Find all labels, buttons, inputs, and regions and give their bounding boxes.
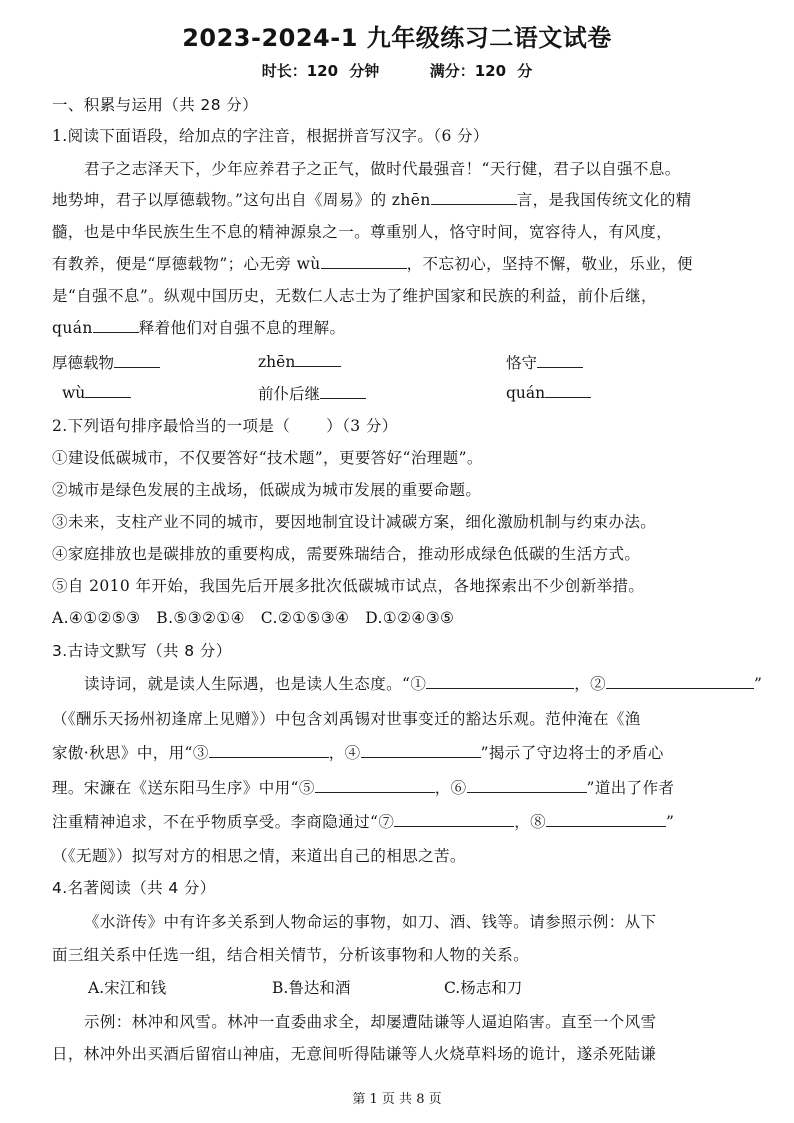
answer-blank[interactable] [546, 811, 666, 827]
q1-para-line: 有教养，便是“厚德载物”；心无旁 wù ，不忘初心，坚持不懈，敬业，乐业，便 [52, 255, 693, 273]
section-heading: 一、积累与运用（共 28 分） [52, 96, 259, 114]
answer-blank[interactable] [315, 777, 435, 793]
q4-line: 《水浒传》中有许多关系到人物命运的事物，如刀、酒、钱等。请参照示例：从下 [84, 913, 657, 931]
q3-line: （《酬乐天扬州初逢席上见赠》）中包含刘禹锡对世事变迁的豁达乐观。范仲淹在《渔 [52, 710, 641, 728]
q2-item: ③未来，支柱产业不同的城市，要因地制宜设计减碳方案，细化激励机制与约束办法。 [52, 513, 657, 531]
q4-example: 示例：林冲和风雪。林冲一直委曲求全，却屡遭陆谦等人逼迫陷害。直至一个风雪 [84, 1013, 657, 1031]
answer-blank[interactable] [537, 352, 583, 368]
q2-options: A.④①②⑤③ B.⑤③②①④ C.②①⑤③④ D.①②④③⑤ [52, 609, 455, 627]
answer-item: 厚德载物 [52, 351, 160, 373]
answer-blank[interactable] [545, 382, 591, 398]
answer-item: zhēn [258, 351, 341, 371]
answer-blank[interactable] [295, 351, 341, 367]
duration-text: 时长：120 分钟 [261, 62, 380, 80]
exam-meta [0, 60, 794, 81]
exam-title: 2023-2024-1 九年级练习二语文试卷 [182, 24, 612, 52]
page-number: 第 1 页 共 8 页 [352, 1092, 442, 1107]
answer-blank[interactable] [467, 777, 587, 793]
answer-blank[interactable] [93, 317, 139, 333]
q4-choice: C.杨志和刀 [444, 979, 523, 997]
answer-blank[interactable] [320, 383, 366, 399]
q1-para-line: quán 释着他们对自强不息的理解。 [52, 319, 346, 337]
answer-blank[interactable] [114, 352, 160, 368]
q3-line: 理。宋濂在《送东阳马生序》中用“⑤ ，⑥ ”道出了作者 [52, 779, 675, 797]
answer-item: 前仆后继 [258, 382, 366, 404]
score-text: 满分：120 分 [429, 62, 533, 80]
q2-item: ②城市是绿色发展的主战场，低碳成为城市发展的重要命题。 [52, 481, 482, 499]
q3-line: 读诗词，就是读人生际遇，也是读人生态度。“① ，② ” [84, 675, 763, 693]
q4-example: 日，林冲外出买酒后留宿山神庙，无意间听得陆谦等人火烧草料场的诡计，遂杀死陆谦 [52, 1045, 657, 1063]
q4-prompt: 4.名著阅读（共 4 分） [52, 879, 216, 897]
answer-item: quán [506, 382, 591, 402]
answer-blank[interactable] [361, 742, 481, 758]
q2-item: ①建设低碳城市，不仅要答好“技术题”，更要答好“治理题”。 [52, 449, 483, 467]
q2-item: ⑤自 2010 年开始，我国先后开展多批次低碳城市试点，各地探索出不少创新举措。 [52, 577, 645, 595]
q1-para-line: 地势坤，君子以厚德载物。”这句出自《周易》的 zhēn 言，是我国传统文化的精 [52, 191, 692, 209]
q1-para-line: 君子之志泽天下，少年应养君子之正气，做时代最强音！“天行健，君子以自强不息。 [84, 160, 681, 178]
q1-para-line: 是“自强不息”。纵观中国历史，无数仁人志士为了维护国家和民族的利益，前仆后继， [52, 287, 657, 305]
answer-blank[interactable] [85, 382, 131, 398]
q1-prompt: 1.阅读下面语段，给加点的字注音，根据拼音写汉字。（6 分） [52, 127, 489, 145]
answer-item: 恪守 [506, 351, 583, 373]
answer-item: wù [62, 382, 131, 402]
q3-prompt: 3.古诗文默写（共 8 分） [52, 642, 232, 660]
q2-prompt: 2.下列语句排序最恰当的一项是（ ）（3 分） [52, 417, 398, 435]
q4-choice: A.宋江和钱 [88, 979, 167, 997]
q3-line: 家傲·秋思》中，用“③ ，④ ”揭示了守边将士的矛盾心 [52, 744, 664, 762]
q4-line: 面三组关系中任选一组，结合相关情节，分析该事物和人物的关系。 [52, 946, 530, 964]
answer-blank[interactable] [321, 253, 407, 269]
answer-blank[interactable] [209, 742, 329, 758]
q1-para-line: 髓，也是中华民族生生不息的精神源泉之一。尊重别人，恪守时间，宽容待人，有风度， [52, 223, 673, 241]
answer-blank[interactable] [394, 811, 514, 827]
q3-line: 注重精神追求，不在乎物质享受。李商隐通过“⑦ ，⑧ ” [52, 813, 675, 831]
q3-line: （《无题》）拟写对方的相思之情，来道出自己的相思之苦。 [52, 847, 466, 865]
answer-blank[interactable] [426, 673, 574, 689]
q2-item: ④家庭排放也是碳排放的重要构成，需要殊瑞结合，推动形成绿色低碳的生活方式。 [52, 545, 641, 563]
answer-blank[interactable] [431, 189, 517, 205]
answer-blank[interactable] [606, 673, 754, 689]
q4-choice: B.鲁达和酒 [272, 979, 351, 997]
